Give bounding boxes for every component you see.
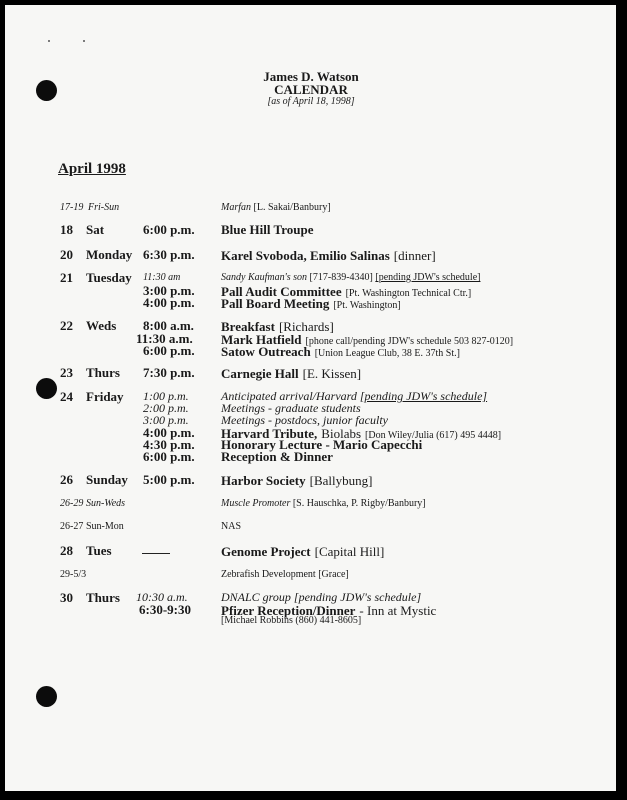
entry-time: 8:00 a.m. <box>143 318 194 333</box>
entry-day: Sat <box>86 222 105 237</box>
blank-time-line <box>142 553 170 554</box>
entry-note: [Pt. Washington] <box>333 300 401 311</box>
entry-note: [E. Kissen] <box>302 366 362 381</box>
entry-title: Anticipated arrival/Harvard <box>221 389 357 403</box>
entry-date: 30 <box>60 590 73 605</box>
entry-day: Monday <box>86 247 133 262</box>
entry-note: [Michael Robbins (860) 441-8605] <box>221 615 362 626</box>
entry-day: Sun-Weds <box>86 498 126 509</box>
entry-day: Sun-Mon <box>86 521 124 532</box>
entry-title: Pall Audit Committee <box>221 284 342 299</box>
entry-date: 20 <box>60 247 73 262</box>
entry-title: Honorary Lecture - Mario Capecchi <box>221 437 423 452</box>
entry-title: Mark Hatfield <box>221 332 302 347</box>
entry-time: 3:00 p.m. <box>143 413 189 427</box>
entry-note: [Capital Hill] <box>314 544 385 559</box>
entry-title-rest: - Inn at Mystic <box>359 603 437 618</box>
entry-title: Breakfast <box>221 319 275 334</box>
entry-time: 6:30 p.m. <box>143 247 195 262</box>
entry-title: Karel Svoboda, Emilio Salinas <box>221 248 390 263</box>
entry-title: Reception & Dinner <box>221 449 333 464</box>
entry-day: Thurs <box>86 365 120 380</box>
entry-time: 2:00 p.m. <box>143 401 189 415</box>
entry-title: DNALC group <box>221 590 291 604</box>
entry-time: 10:30 a.m. <box>136 590 188 604</box>
binder-hole-middle <box>36 378 57 399</box>
entry-title: Pall Board Meeting <box>221 296 330 311</box>
entry-time: 4:30 p.m. <box>143 437 195 452</box>
entry-title: Harvard Tribute, <box>221 426 318 441</box>
entry-title: Genome Project <box>221 544 311 559</box>
entry-note: [Richards] <box>278 319 334 334</box>
entry-date: 24 <box>60 389 73 404</box>
entry-title: NAS <box>221 521 242 532</box>
entry-note: [L. Sakai/Banbury] <box>253 202 331 213</box>
entry-date: 18 <box>60 222 73 237</box>
entry-time: 11:30 a.m. <box>136 331 193 346</box>
entry-day: Tues <box>86 543 112 558</box>
entry-date: 21 <box>60 270 73 285</box>
entry-note: [phone call/pending JDW's schedule 503 827-0120] <box>305 336 514 347</box>
month-heading: April 1998 <box>58 161 126 177</box>
entry-title: Pfizer Reception/Dinner <box>221 603 356 618</box>
entry-note: [pending JDW's schedule] <box>375 272 481 283</box>
speck <box>48 40 50 42</box>
entry-title: Meetings - graduate students <box>221 401 361 415</box>
speck <box>83 40 85 42</box>
entry-title: Harbor Society <box>221 473 306 488</box>
entry-day: Friday <box>86 389 124 404</box>
entry-day: Sunday <box>86 472 128 487</box>
entry-title: Blue Hill Troupe <box>221 222 314 237</box>
header-name: James D. Watson <box>263 69 359 84</box>
entry-note: [S. Hauschka, P. Rigby/Banbury] <box>292 498 426 509</box>
entry-day: Weds <box>86 318 117 333</box>
entry-time: 7:30 p.m. <box>143 365 195 380</box>
entry-date: 26-27 <box>60 521 84 532</box>
entry-time: 5:00 p.m. <box>143 472 195 487</box>
entry-time: 4:00 p.m. <box>143 425 195 440</box>
entry-day: Thurs <box>86 590 120 605</box>
entry-note: [717-839-4340] <box>309 272 373 283</box>
entry-note: [Don Wiley/Julia (617) 495 4448] <box>365 430 502 441</box>
entry-note: [pending JDW's schedule] <box>293 590 422 604</box>
entry-time: 11:30 am <box>143 272 181 283</box>
entry-note: [Union League Club, 38 E. 37th St.] <box>314 348 460 359</box>
entry-date: 26-29 <box>60 498 84 509</box>
header-as-of: [as of April 18, 1998] <box>267 96 355 107</box>
entry-date: 26 <box>60 472 73 487</box>
entry-time: 6:00 p.m. <box>143 222 195 237</box>
entry-note: [Pt. Washington Technical Ctr.] <box>345 288 472 299</box>
entry-title: Meetings - postdocs, junior faculty <box>221 413 388 427</box>
entry-note: [pending JDW's schedule] <box>359 389 488 403</box>
entry-note: [Ballybung] <box>309 473 373 488</box>
entry-date: 28 <box>60 543 73 558</box>
header-title: CALENDAR <box>274 82 348 97</box>
entry-date: 29-5/3 <box>60 569 87 580</box>
entry-title: Muscle Promoter <box>221 498 291 509</box>
binder-hole-bottom <box>36 686 57 707</box>
entry-time: 6:00 p.m. <box>143 449 195 464</box>
entry-title: Sandy Kaufman's son <box>221 272 308 283</box>
entry-title: Marfan <box>221 202 251 213</box>
entry-date: 23 <box>60 365 73 380</box>
entry-time: 3:00 p.m. <box>143 283 195 298</box>
entry-day: Tuesday <box>86 270 132 285</box>
entry-time: 6:00 p.m. <box>143 343 195 358</box>
entry-title: Satow Outreach <box>221 344 311 359</box>
entry-time: 4:00 p.m. <box>143 295 195 310</box>
entry-time: 6:30-9:30 <box>139 602 191 617</box>
entry-day: Fri-Sun <box>88 202 120 213</box>
entry-title: Zebrafish Development <box>221 569 316 580</box>
entry-title-rest: Biolabs <box>321 426 362 441</box>
entry-title: Carnegie Hall <box>221 366 299 381</box>
entry-date: 17-19 <box>60 202 84 213</box>
entry-note: [dinner] <box>393 248 436 263</box>
entry-date: 22 <box>60 318 73 333</box>
entry-time: 1:00 p.m. <box>143 389 189 403</box>
entry-note: [Grace] <box>318 569 349 580</box>
